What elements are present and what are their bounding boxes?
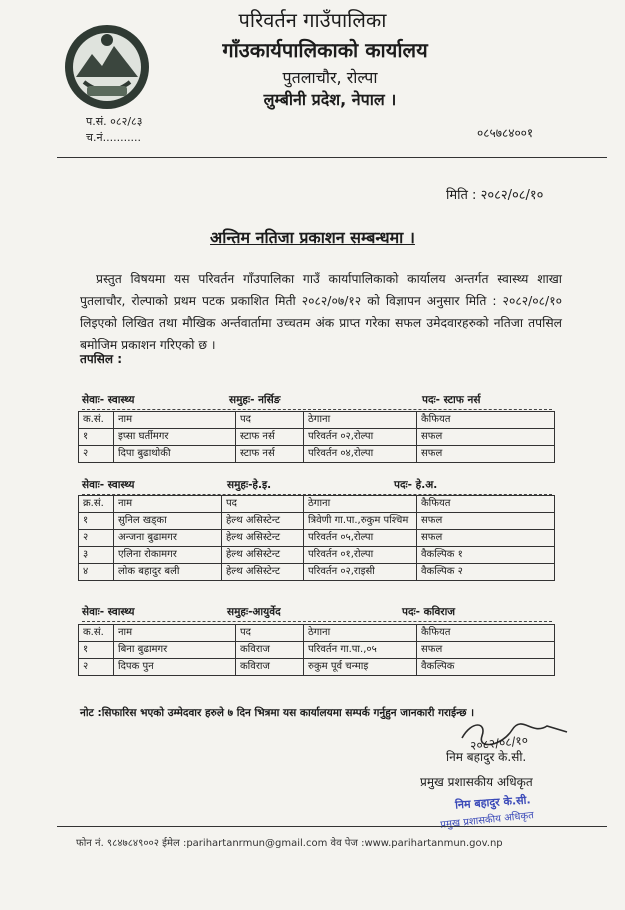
cell: सफल [417,446,555,463]
letter-date: मिति : २०८२/०८/१० [446,188,544,203]
cell: सुनिल खड्का [114,513,222,530]
cell: त्रिवेणी गा.पा.,रुकुम पश्चिम [304,513,417,530]
cell: १ [79,513,114,530]
cell: परिवर्तन ०२,राइसी [304,564,417,581]
table-row [79,446,555,463]
cell: स्टाफ नर्स [236,429,304,446]
col-header: क.सं. [79,625,114,642]
cell: वैकल्पिक [417,659,555,676]
col-header: कैफियत [417,625,555,642]
col-header: ठेगाना [304,625,417,642]
cell: वैकल्पिक २ [417,564,555,581]
note-text: नोट :सिफारिस भएको उम्मेदवार हरुले ७ दिन भित्रमा यस कार्यालयमा सम्पर्क गर्नुहुन जानकारी गराईन्छ । [80,707,475,719]
section-group: समुहः- नर्सिङ [229,394,281,406]
cell: परिवर्तन ०५,रोल्पा [304,530,417,547]
table-row [79,564,555,581]
cell: दिपा बुढाथोकी [114,446,236,463]
col-header: कैफियत [417,496,555,513]
cell: परिवर्तन ०४,रोल्पा [304,446,417,463]
col-header: ठेगाना [304,412,417,429]
cell: ३ [79,547,114,564]
section-group: समुहः-हे.इ. [227,479,272,491]
letter-subject: अन्तिम नतिजा प्रकाशन सम्बन्धमा । [210,228,415,247]
registration-code: ०८५७८४००१ [477,126,534,140]
footer-divider [57,826,607,827]
letter-body: प्रस्तुत विषयमा यस परिवर्तन गाँउपालिका गाउँ कार्यापालिकाको कार्यालय अन्तर्गत स्वास्थ्य शाखा पुतलाचौर, रोल्पाको प्रथम पटक प्रकाशित मिती २०८२/०७/१२ को विज्ञापन अनुसार मिति : २०८२/०८/१० लिइएको लिखित तथा मौखिक अर्न्तवार्तामा उच्चतम अंक प्राप्त गरेका सफल उमेदवारहरुको नतिजा तपसिल बमोजिम प्रकाशन गरिएको छ । [80,272,562,352]
cell: २ [79,530,114,547]
col-header: पद [236,625,304,642]
table-row [79,530,555,547]
cell: २ [79,446,114,463]
cell: एलिना रोकामगर [114,547,222,564]
col-header: पद [222,496,304,513]
section-post: पदः- हे.अ. [394,479,438,491]
cell: अन्जना बुढामगर [114,530,222,547]
cell: १ [79,429,114,446]
table-header-row [79,412,555,429]
results-table-ayurveda [78,624,555,676]
col-header: कैफियत [417,412,555,429]
section-group: समुहः-आयुर्वेद [227,606,281,618]
nepal-government-emblem-icon [62,22,152,112]
cell: वैकल्पिक १ [417,547,555,564]
section-service: सेवाः- स्वास्थ्य [82,479,135,491]
office-name: गाँउकार्यपालिकाको कार्यालय [222,38,428,62]
cell: इप्सा घर्तीमगर [114,429,236,446]
cell: बिना बुढामगर [114,642,236,659]
municipality-name: परिवर्तन गाउँपालिका [238,8,387,32]
results-table-nursing [78,411,555,463]
section-service: सेवाः- स्वास्थ्य [82,394,135,406]
results-table-health-assistant [78,495,555,581]
section-header-ayurveda [82,605,552,622]
cell: २ [79,659,114,676]
cell: हेल्थ असिस्टेन्ट [222,513,304,530]
col-header: नाम [114,412,236,429]
section-header-nursing [82,393,552,410]
table-row [79,513,555,530]
col-header: नाम [114,496,222,513]
cell: हेल्थ असिस्टेन्ट [222,530,304,547]
table-row [79,642,555,659]
section-service: सेवाः- स्वास्थ्य [82,606,135,618]
signatory-title: प्रमुख प्रशासकीय अधिकृत [420,775,533,789]
table-row [79,547,555,564]
cell: सफल [417,642,555,659]
table-header-row [79,625,555,642]
cell: रुकुम पूर्व चन्माइ [304,659,417,676]
col-header: क्र.सं. [79,496,114,513]
header-divider [57,157,607,158]
section-post: पदः- कविराज [402,606,456,618]
table-row [79,429,555,446]
cell: १ [79,642,114,659]
cell: स्टाफ नर्स [236,446,304,463]
section-post: पदः- स्टाफ नर्स [422,394,481,406]
cell: सफल [417,429,555,446]
cell: सफल [417,513,555,530]
handwritten-date: २०८२/०८/१० [469,733,529,753]
cell: ४ [79,564,114,581]
cell: दिपक पुन [114,659,236,676]
cell: परिवर्तन गा.पा.,०५ [304,642,417,659]
province-address: लुम्बीनी प्रदेश, नेपाल । [263,90,397,109]
cell: लोक बहादुर बली [114,564,222,581]
cell: हेल्थ असिस्टेन्ट [222,547,304,564]
details-label: तपसिल : [80,352,122,366]
cell: परिवर्तन ०२,रोल्पा [304,429,417,446]
cell: कविराज [236,659,304,676]
cell: सफल [417,530,555,547]
col-header: नाम [114,625,236,642]
section-header-health-assistant [82,478,552,495]
table-header-row [79,496,555,513]
stamp-title: प्रमुख प्रशासकीय अधिकृत [439,810,535,831]
cell: कविराज [236,642,304,659]
cell: परिवर्तन ०१,रोल्पा [304,547,417,564]
col-header: पद [236,412,304,429]
col-header: क.सं. [79,412,114,429]
dispatch-number: च.नं........... [86,131,142,144]
cell: हेल्थ असिस्टेन्ट [222,564,304,581]
table-row [79,659,555,676]
stamp-name: निम बहादुर के.सी. [454,793,531,812]
reference-number: प.सं. ०८२/८३ [86,115,143,128]
footer-contact: फोन नं. ९८४७८४९००२ ईमेल :parihartanrmun@gmail.com वेव पेज :www.parihartanmun.gov.np [76,838,503,849]
col-header: ठेगाना [304,496,417,513]
office-address: पुतलाचौर, रोल्पा [282,68,378,87]
signatory-name: निम बहादुर के.सी. [446,750,527,764]
